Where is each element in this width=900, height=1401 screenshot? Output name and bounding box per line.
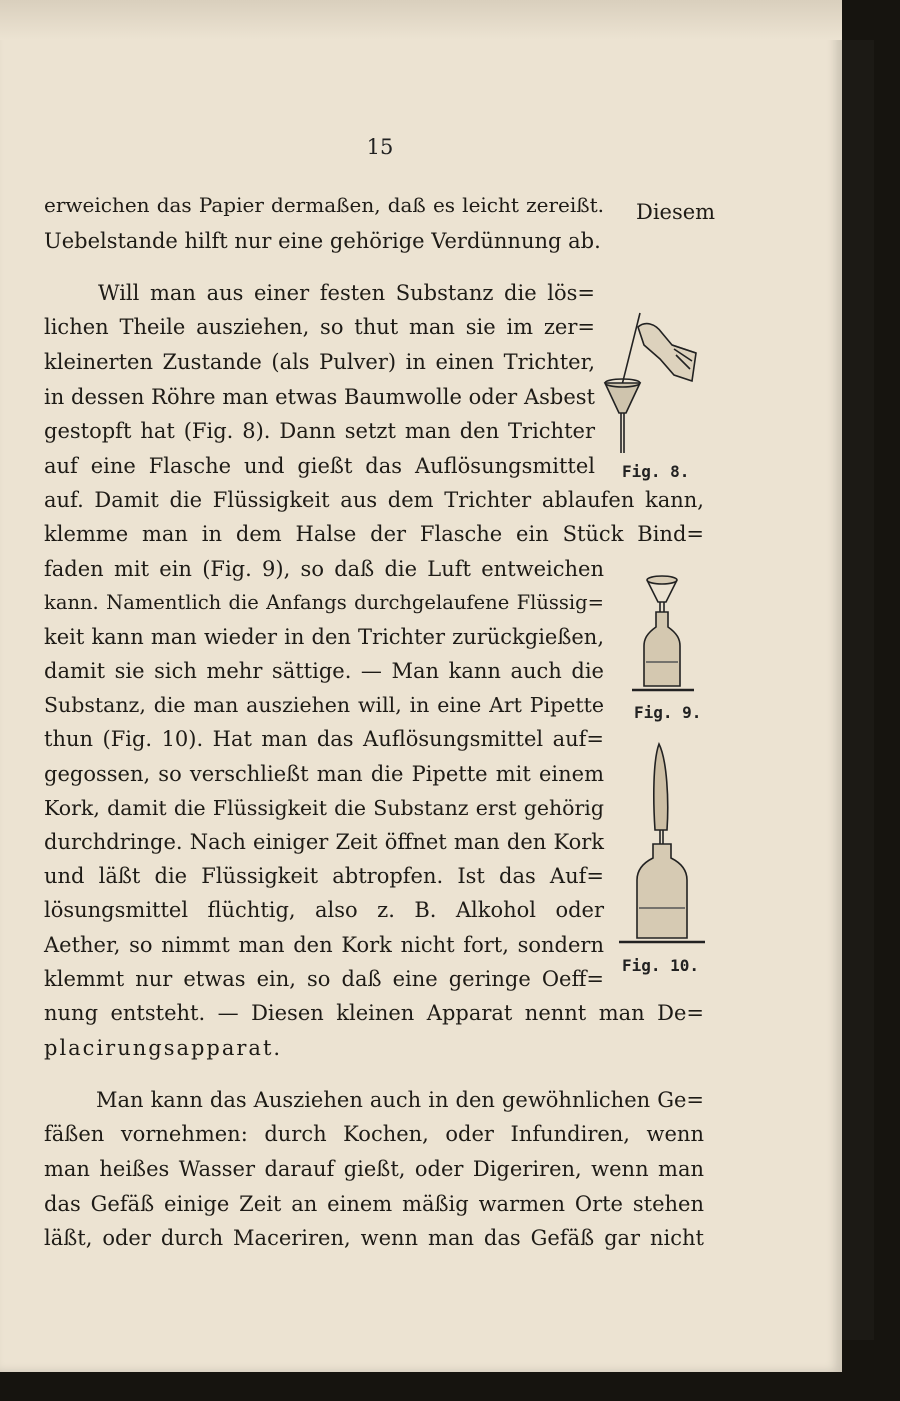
figure-8-caption: Fig. 8.	[622, 462, 690, 481]
text-line-8: auf eine Flasche und gießt das Auflösungsmittel	[44, 454, 595, 478]
text-line-21: lösungsmittel flüchtig, also z. B. Alkohol oder	[44, 898, 604, 922]
text-line-11: faden mit ein (Fig. 9), so daß die Luft entweichen	[44, 557, 604, 581]
text-line-15: Substanz, die man ausziehen will, in eine Art Pipette	[44, 693, 604, 717]
text-line-14: damit sie sich mehr sättige. — Man kann auch die	[44, 659, 604, 683]
text-line-13: keit kann man wieder in den Trichter zurückgießen,	[44, 625, 604, 649]
text-line-24: nung entsteht. — Diesen kleinen Apparat nennt man De=	[44, 1001, 704, 1025]
text-line-16: thun (Fig. 10). Hat man das Auflösungsmittel auf=	[44, 727, 604, 751]
page-top-shadow	[0, 0, 842, 40]
figure-9-funnel-bottle-illustration	[622, 572, 702, 697]
figure-8-funnel-illustration	[600, 305, 705, 460]
text-line-17: gegossen, so verschließt man die Pipette mit einem	[44, 762, 604, 786]
text-line-1b: Diesem	[636, 200, 716, 224]
text-line-10: klemme man in dem Halse der Flasche ein Stück Bind=	[44, 522, 704, 546]
text-line-26: Man kann das Ausziehen auch in den gewöhnlichen Ge=	[96, 1088, 704, 1112]
figure-9-caption: Fig. 9.	[634, 703, 702, 722]
figure-10-pipette-apparatus-illustration	[615, 740, 710, 952]
page-number: 15	[366, 135, 394, 159]
text-line-30: läßt, oder durch Maceriren, wenn man das Gefäß gar nicht	[44, 1226, 704, 1250]
figure-10-caption: Fig. 10.	[622, 956, 700, 975]
text-line-3: Will man aus einer festen Substanz die lös=	[98, 281, 595, 305]
text-line-2: Uebelstande hilft nur eine gehörige Verdünnung ab.	[44, 229, 601, 253]
text-line-19: durchdringe. Nach einiger Zeit öffnet man den Kork	[44, 830, 604, 854]
text-line-4: lichen Theile ausziehen, so thut man sie im zer=	[44, 315, 595, 339]
book-cover-edge	[838, 40, 874, 1340]
text-line-1: erweichen das Papier dermaßen, daß es leicht zereißt.	[44, 193, 604, 217]
text-line-25: placirungsapparat.	[44, 1036, 283, 1060]
text-line-23: klemmt nur etwas ein, so daß eine geringe Oeff=	[44, 967, 604, 991]
text-line-20: und läßt die Flüssigkeit abtropfen. Ist das Auf=	[44, 864, 604, 888]
text-line-29: das Gefäß einige Zeit an einem mäßig warmen Orte stehen	[44, 1192, 704, 1216]
text-line-12: kann. Namentlich die Anfangs durchgelaufene Flüssig=	[44, 591, 604, 614]
text-line-27: fäßen vornehmen: durch Kochen, oder Infundiren, wenn	[44, 1122, 704, 1146]
text-line-9: auf. Damit die Flüssigkeit aus dem Trichter ablaufen kann,	[44, 488, 704, 512]
text-line-18: Kork, damit die Flüssigkeit die Substanz erst gehörig	[44, 796, 604, 820]
text-line-28: man heißes Wasser darauf gießt, oder Digeriren, wenn man	[44, 1157, 704, 1181]
text-line-22: Aether, so nimmt man den Kork nicht fort, sondern	[44, 933, 604, 957]
text-line-6: in dessen Röhre man etwas Baumwolle oder Asbest	[44, 385, 595, 409]
text-line-7: gestopft hat (Fig. 8). Dann setzt man den Trichter	[44, 419, 595, 443]
text-line-5: kleinerten Zustande (als Pulver) in einen Trichter,	[44, 350, 595, 374]
